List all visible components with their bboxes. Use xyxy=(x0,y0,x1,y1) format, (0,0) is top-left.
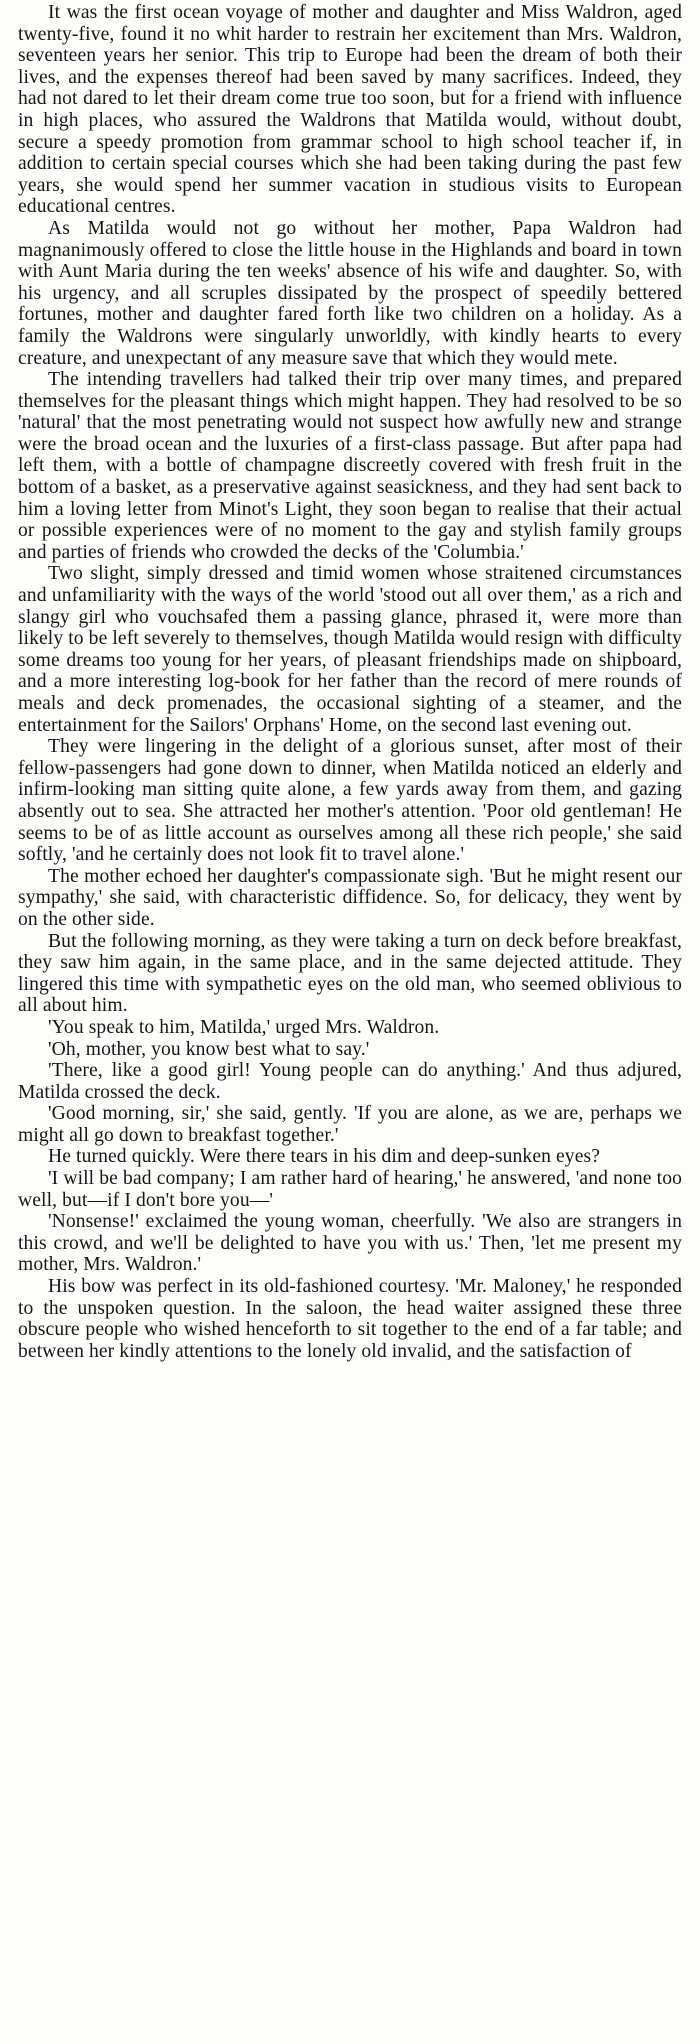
paragraph-7: But the following morning, as they were taking a turn on deck before breakfast, they saw him again, in the same place, and in the same dejected attitude. They lingered this time with sympathetic eyes on the old man, who seemed oblivious to all about him. xyxy=(18,930,682,1017)
paragraph-6: The mother echoed her daughter's compassionate sigh. 'But he might resent our sympathy,' she said, with characteristic diffidence. So, for delicacy, they went by on the other side. xyxy=(18,865,682,930)
paragraph-3: The intending travellers had talked their trip over many times, and prepared themselves for the pleasant things which might happen. They had resolved to be so 'natural' that the most penetrating would not suspect how awfully new and strange were the broad ocean and the luxuries of a first-class passage. But after papa had left them, with a bottle of champagne discreetly covered with fresh fruit in the bottom of a basket, as a preservative against seasickness, and they had sent back to him a loving letter from Minot's Light, they soon began to realise that their actual or possible experiences were of no moment to the gay and stylish family groups and parties of friends who crowded the decks of the 'Columbia.' xyxy=(18,369,682,563)
paragraph-10: 'There, like a good girl! Young people can do anything.' And thus adjured, Matilda crossed the deck. xyxy=(18,1060,682,1103)
paragraph-12: He turned quickly. Were there tears in his dim and deep-sunken eyes? xyxy=(48,1146,601,1168)
paragraph-2: As Matilda would not go without her mother, Papa Waldron had magnanimously offered to close the little house in the Highlands and board in town with Aunt Maria during the ten weeks' absence of his wife and daughter. So, with his urgency, and all scruples dissipated by the prospect of speedily bettered fortunes, mother and daughter fared forth like two children on a holiday. As a family the Waldrons were singularly unworldly, with kindly hearts to every creature, and unexpectant of any measure save that which they would mete. xyxy=(18,217,682,369)
paragraph-8: 'You speak to him, Matilda,' urged Mrs. Waldron. xyxy=(48,1016,440,1038)
paragraph-13: 'I will be bad company; I am rather hard of hearing,' he answered, 'and none too well, but—if I don't bore you—' xyxy=(18,1168,682,1211)
article-column xyxy=(18,2,682,1362)
paragraph-14: 'Nonsense!' exclaimed the young woman, cheerfully. 'We also are strangers in this crowd, and we'll be delighted to have you with us.' Then, 'let me present my mother, Mrs. Waldron.' xyxy=(18,1211,682,1276)
paragraph-4: Two slight, simply dressed and timid women whose straitened circumstances and unfamiliarity with the ways of the world 'stood out all over them,' as a rich and slangy girl who vouchsafed them a passing glance, phrased it, were more than likely to be left severely to themselves, though Matilda would resign with difficulty some dreams too young for her years, of pleasant friendships made on shipboard, and a more interesting log-book for her father than the record of mere rounds of meals and deck promenades, the occasional sighting of a steamer, and the entertainment for the Sailors' Orphans' Home, on the second last evening out. xyxy=(18,563,682,736)
paragraph-11: 'Good morning, sir,' she said, gently. 'If you are alone, as we are, perhaps we might all go down to breakfast together.' xyxy=(18,1103,682,1146)
paragraph-1: It was the first ocean voyage of mother and daughter and Miss Waldron, aged twenty-five, found it no whit harder to restrain her excitement than Mrs. Waldron, seventeen years her senior. This trip to Europe had been the dream of both their lives, and the expenses thereof had been saved by many sacrifices. Indeed, they had not dared to let their dream come true too soon, but for a friend with influence in high places, who assured the Waldrons that Matilda would, without doubt, secure a speedy promotion from grammar school to high school teacher if, in addition to certain special courses which she had been taking during the past few years, she would spend her summer vacation in studious visits to European educational centres. xyxy=(18,2,682,218)
paragraph-15: His bow was perfect in its old-fashioned courtesy. 'Mr. Maloney,' he responded to the unspoken question. In the saloon, the head waiter assigned these three obscure people who wished henceforth to sit together to the end of a far table; and between her kindly attentions to the lonely old invalid, and the satisfaction of xyxy=(18,1276,682,1362)
paragraph-5: They were lingering in the delight of a glorious sunset, after most of their fellow-passengers had gone down to dinner, when Matilda noticed an elderly and infirm-looking man sitting quite alone, a few yards away from them, and gazing absently out to sea. She attracted her mother's attention. 'Poor old gentleman! He seems to be of as little account as ourselves among all these rich people,' she said softly, 'and he certainly does not look fit to travel alone.' xyxy=(18,736,682,866)
paragraph-9: 'Oh, mother, you know best what to say.' xyxy=(48,1038,370,1060)
